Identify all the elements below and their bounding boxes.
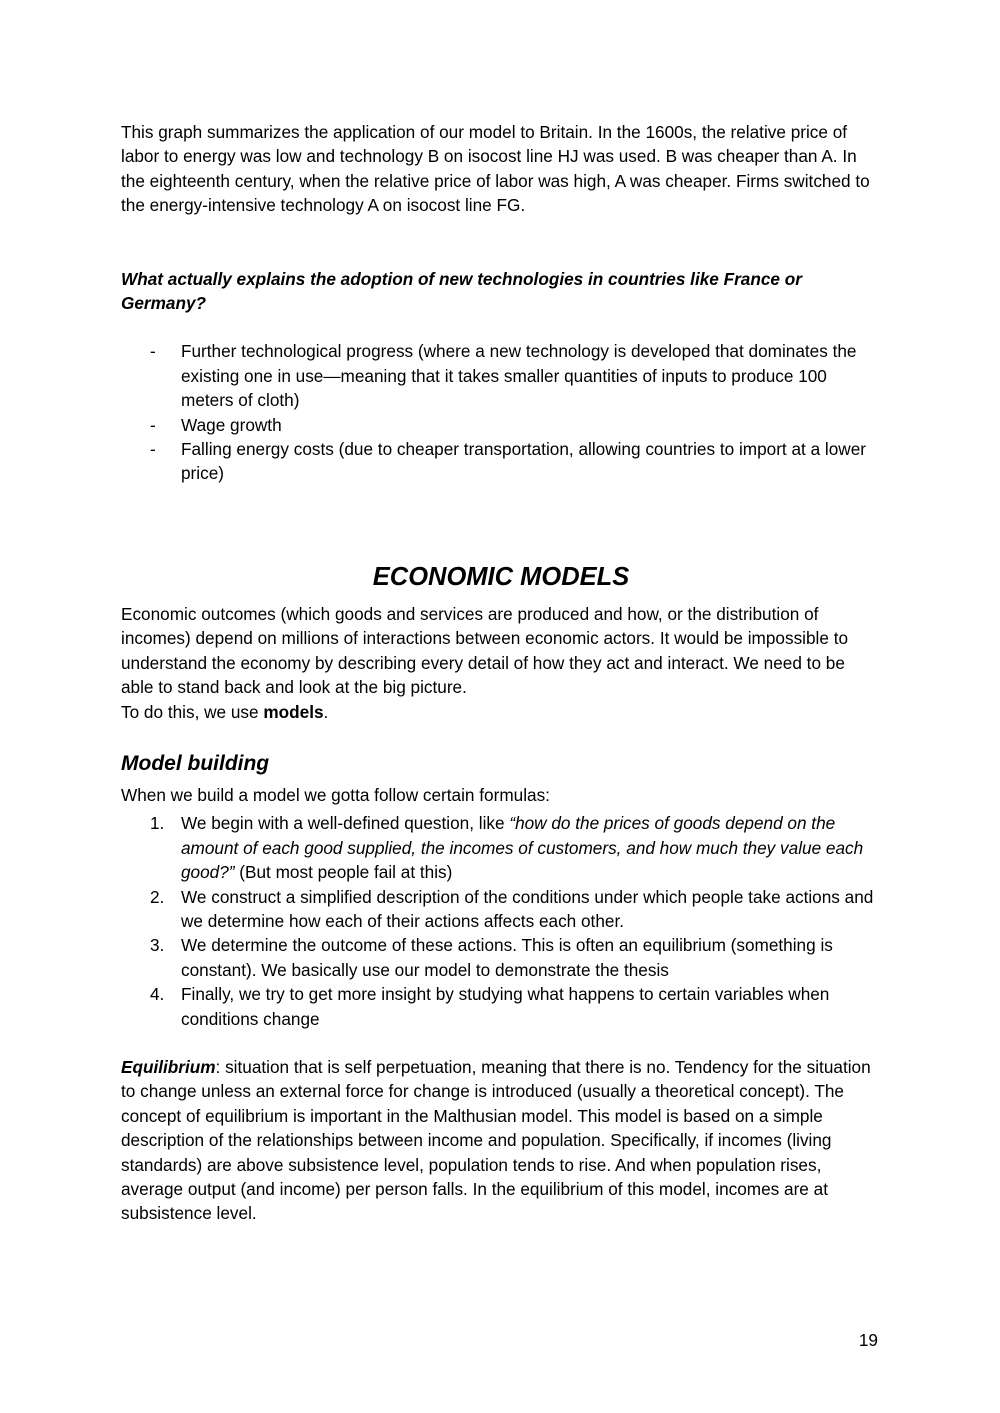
equilibrium-definition: : situation that is self perpetuation, meaning that there is no. Tendency for the situation to change unless an external force for change is introduced (usually a theoretical concept). The concept of equilibrium is important in the Malthusian model. This model is based on a simple description of the relationships between income and population. Specifically, if incomes (living standards) are above subsistence level, population tends to rise. And when population rises, average output (and income) per person falls. In the equilibrium of this model, incomes are at subsistence level. — [121, 1056, 871, 1224]
model-building-title: Model building — [121, 751, 270, 775]
list-number: 2. — [150, 886, 165, 907]
model-steps-list — [121, 811, 881, 1031]
page-number: 19 — [858, 1330, 878, 1350]
list-item — [121, 413, 881, 437]
models-term: models — [263, 701, 324, 722]
model-building-intro: When we build a model we gotta follow certain formulas: — [121, 784, 550, 805]
list-marker: - — [150, 341, 156, 362]
section-title: ECONOMIC MODELS — [372, 562, 630, 591]
step-text-prefix: We begin with a well-defined question, like — [181, 813, 510, 834]
document-page — [121, 120, 881, 1226]
step-text-suffix: (But most people fail at this) — [234, 862, 453, 883]
economic-models-paragraph — [121, 602, 881, 724]
list-number: 1. — [150, 813, 165, 834]
list-item-text: Further technological progress (where a new technology is developed that dominates the existing one in use—meaning that it takes smaller quantities of inputs to produce 100 meters of cloth) — [181, 341, 857, 411]
list-number: 4. — [150, 984, 165, 1005]
list-item — [121, 339, 881, 412]
step-text: We determine the outcome of these actions. This is often an equilibrium (something is constant). We basically use our model to demonstrate the thesis — [181, 935, 833, 980]
list-marker: - — [150, 414, 156, 435]
factors-list — [121, 339, 881, 485]
paragraph-text-suffix: . — [323, 701, 329, 722]
step-text: We construct a simplified description of the conditions under which people take actions and we determine how each of their actions affects each other. — [181, 886, 874, 931]
list-item-text: Wage growth — [181, 414, 282, 435]
paragraph-text-prefix: To do this, we use — [121, 701, 264, 722]
list-marker: - — [150, 439, 156, 460]
list-item — [121, 933, 881, 982]
list-item — [121, 437, 881, 486]
list-item — [121, 982, 881, 1031]
question-heading: What actually explains the adoption of new technologies in countries like France or Germany? — [121, 268, 802, 314]
equilibrium-term: Equilibrium — [121, 1056, 216, 1077]
step-text: Finally, we try to get more insight by studying what happens to certain variables when conditions change — [181, 984, 830, 1029]
list-item — [121, 811, 881, 884]
step-question-quote: “how do the prices of goods depend on the amount of each good supplied, the incomes of customers, and how much they value each good?” — [181, 813, 864, 883]
list-number: 3. — [150, 935, 165, 956]
intro-paragraph: This graph summarizes the application of our model to Britain. In the 1600s, the relative price of labor to energy was low and technology B on isocost line HJ was used. B was cheaper than A. In the eighteenth century, when the relative price of labor was high, A was cheaper. Firms switched to the energy-intensive technology A on isocost line FG. — [121, 122, 870, 216]
equilibrium-paragraph — [121, 1055, 881, 1226]
list-item — [121, 885, 881, 934]
paragraph-text: Economic outcomes (which goods and services are produced and how, or the distribution of incomes) depend on millions of interactions between economic actors. It would be impossible to understand the economy by describing every detail of how they act and interact. We need to be able to stand back and look at the big picture. — [121, 603, 849, 698]
list-item-text: Falling energy costs (due to cheaper transportation, allowing countries to import at a lower price) — [181, 439, 866, 484]
